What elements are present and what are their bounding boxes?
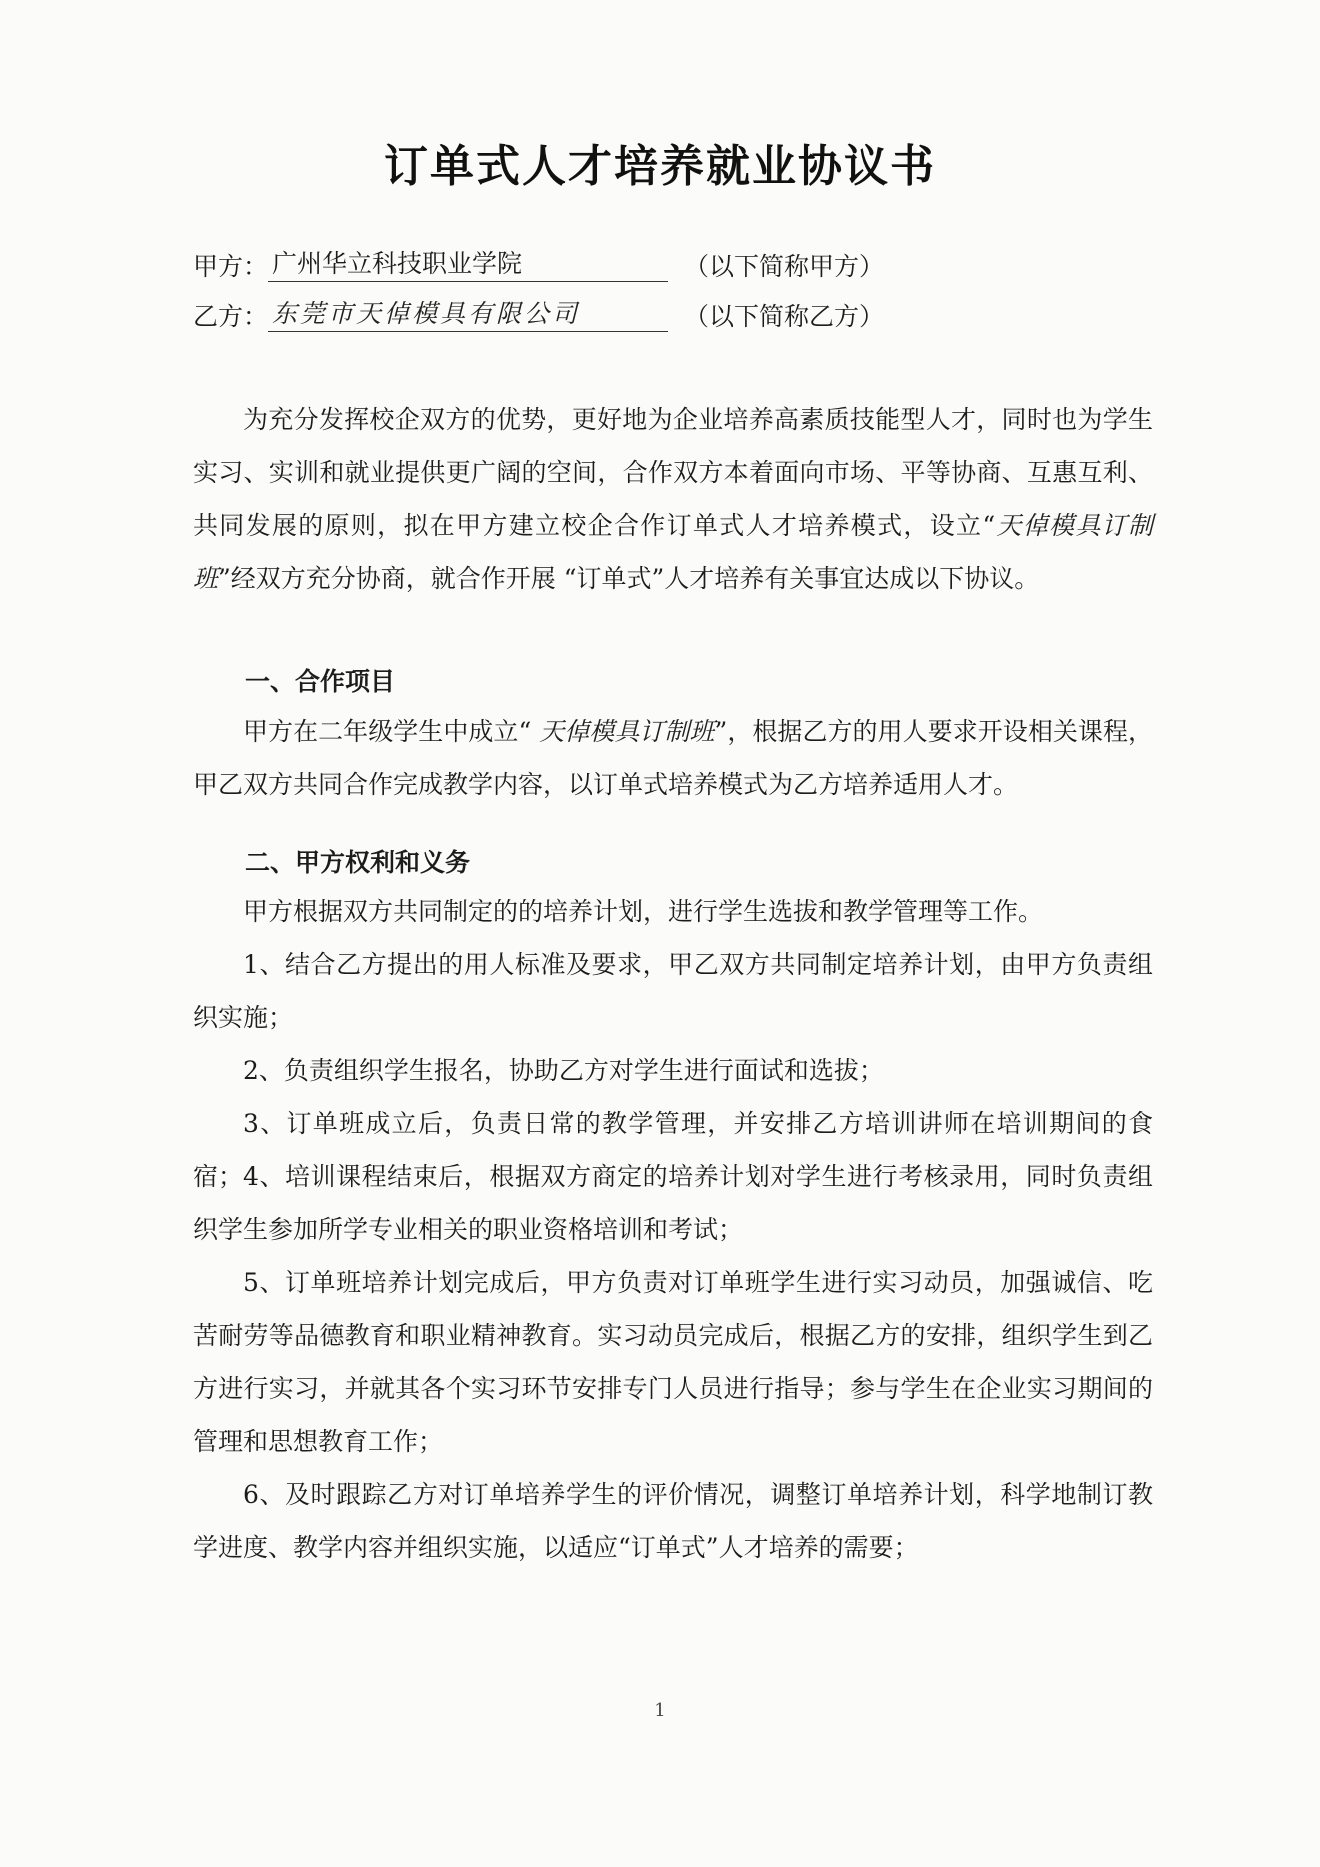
section1-text-before: 甲方在二年级学生中成立“: [243, 717, 540, 746]
party-a-blank: [268, 247, 668, 282]
party-a-label: 甲方：: [193, 252, 269, 281]
section2-item-5: 5、订单班培养计划完成后，甲方负责对订单班学生进行实习动员，加强诚信、吃苦耐劳等品德教育和职业精神教育。实习动员完成后，根据乙方的安排，组织学生到乙方进行实习，并就其各个实习环节安排专门人员进行指导；参与学生在企业实习期间的管理和思想教育工作；: [193, 1268, 1153, 1456]
section2-item-6: 6、及时跟踪乙方对订单培养学生的评价情况，调整订单培养计划，科学地制订教学进度、教学内容并组织实施，以适应“订单式”人才培养的需要；: [193, 1480, 1153, 1562]
section1-heading: 一、合作项目: [245, 667, 396, 696]
party-a-line: [193, 247, 884, 287]
section2-item-2: 2、负责组织学生报名，协助乙方对学生进行面试和选拔；: [243, 1056, 884, 1085]
party-a-note: （以下简称甲方）: [684, 252, 885, 281]
page-number: 1: [654, 1700, 666, 1721]
section2-item-3: 3、订单班成立后，负责日常的教学管理，并安排乙方培训讲师在培训期间的食宿；: [193, 1109, 1153, 1191]
section2-item-4: 4、培训课程结束后，根据双方商定的培养计划对学生进行考核录用，同时负责组织学生参加所学专业相关的职业资格培训和考试；: [193, 1162, 1153, 1244]
intro-text-after: ”经双方充分协商，就合作开展 “订单式”人才培养有关事宜达成以下协议。: [218, 564, 1040, 593]
section1-text-after: ”，根据乙方的用人要求开设相关课程，甲乙双方共同合作完成教学内容，以订单式培养模式为乙方培养适用人才。: [193, 717, 1153, 799]
party-b-label: 乙方：: [193, 302, 269, 331]
party-b-line: [193, 297, 884, 337]
section1-paragraph: [193, 705, 1153, 811]
section2-item-1: 1、结合乙方提出的用人标准及要求，甲乙双方共同制定培养计划，由甲方负责组织实施；: [193, 950, 1153, 1032]
document-title: 订单式人才培养就业协议书: [384, 141, 936, 192]
section2-heading: 二、甲方权利和义务: [245, 848, 471, 877]
party-a-name: 广州华立科技职业学院: [272, 249, 523, 278]
party-b-note: （以下简称乙方）: [684, 302, 885, 331]
party-b-blank: [268, 297, 668, 332]
section1-handwritten-class-name: 天倬模具订制班: [539, 717, 715, 746]
intro-text-before: 为充分发挥校企双方的优势，更好地为企业培养高素质技能型人才，同时也为学生实习、实训和就业提供更广阔的空间，合作双方本着面向市场、平等协商、互惠互利、共同发展的原则，拟在甲方建立校企合作订单式人才培养模式，设立“: [193, 405, 1153, 540]
intro-handwritten-class-name: 天倬模具订制班: [193, 511, 1153, 593]
intro-paragraph: [193, 393, 1153, 605]
party-b-name: 东莞市天倬模具有限公司: [272, 299, 581, 328]
section2-lead: 甲方根据双方共同制定的的培养计划，进行学生选拔和教学管理等工作。: [243, 897, 1044, 926]
